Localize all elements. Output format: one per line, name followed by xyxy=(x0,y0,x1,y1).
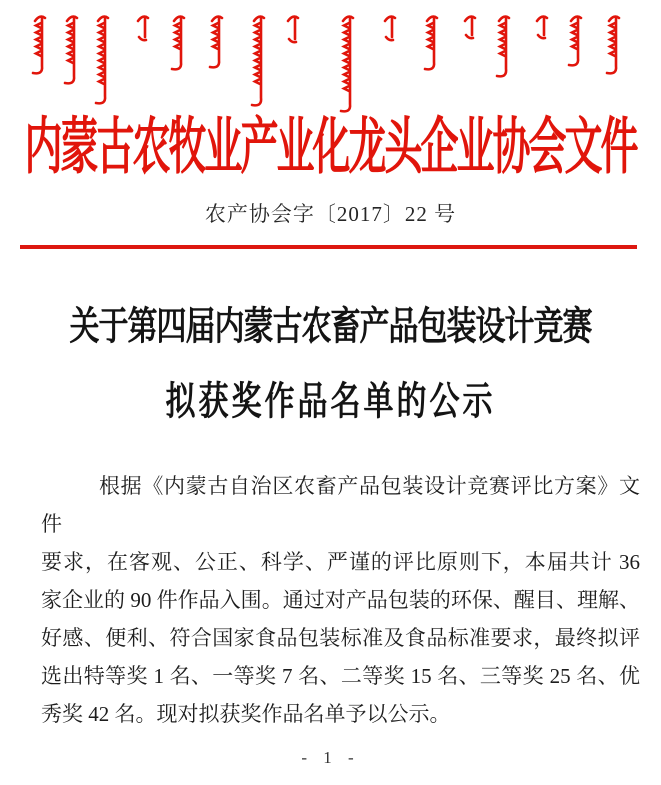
document-title-line2: 拟获奖作品名单的公示 xyxy=(165,380,496,424)
document-number: 农产协会字〔2017〕22 号 xyxy=(204,202,457,226)
mongolian-word-glyph xyxy=(252,17,264,106)
mongolian-word-glyph xyxy=(210,17,222,68)
masthead-org-title: 内蒙古农牧业产业化龙头企业协会文件 xyxy=(24,113,637,182)
mongolian-word-glyph xyxy=(385,17,395,41)
mongolian-word-glyph xyxy=(33,17,45,74)
mongolian-word-glyph xyxy=(425,17,437,70)
body-line: 好感、便利、符合国家食品包装标准及食品标准要求，最终拟评 xyxy=(41,626,640,650)
body-line: 秀奖 42 名。现对拟获奖作品名单予以公示。 xyxy=(41,702,451,726)
body-line: 根据《内蒙古自治区农畜产品包装设计竞赛评比方案》文件 xyxy=(41,474,640,536)
document-title-line1: 关于第四届内蒙古农畜产品包装设计竞赛 xyxy=(69,305,592,349)
body-line: 家企业的 90 件作品入围。通过对产品包装的环保、醒目、理解、 xyxy=(41,588,640,612)
red-divider-line xyxy=(20,245,637,249)
mongolian-word-glyph xyxy=(138,17,148,41)
mongolian-word-glyph xyxy=(569,17,581,66)
page-number: - 1 - xyxy=(301,748,360,767)
body-paragraph xyxy=(41,467,640,733)
mongolian-word-glyph xyxy=(96,17,108,104)
mongolian-word-glyph xyxy=(537,17,547,39)
mongolian-word-glyph xyxy=(497,17,509,77)
mongolian-word-glyph xyxy=(65,17,77,84)
mongolian-word-glyph xyxy=(465,17,475,39)
mongolian-word-glyph xyxy=(172,17,184,70)
mongolian-word-glyph xyxy=(607,17,619,74)
body-line: 要求，在客观、公正、科学、严谨的评比原则下，本届共计 36 xyxy=(41,550,640,574)
body-line: 选出特等奖 1 名、一等奖 7 名、二等奖 15 名、三等奖 25 名、优 xyxy=(41,664,640,688)
mongolian-word-glyph xyxy=(288,17,298,43)
